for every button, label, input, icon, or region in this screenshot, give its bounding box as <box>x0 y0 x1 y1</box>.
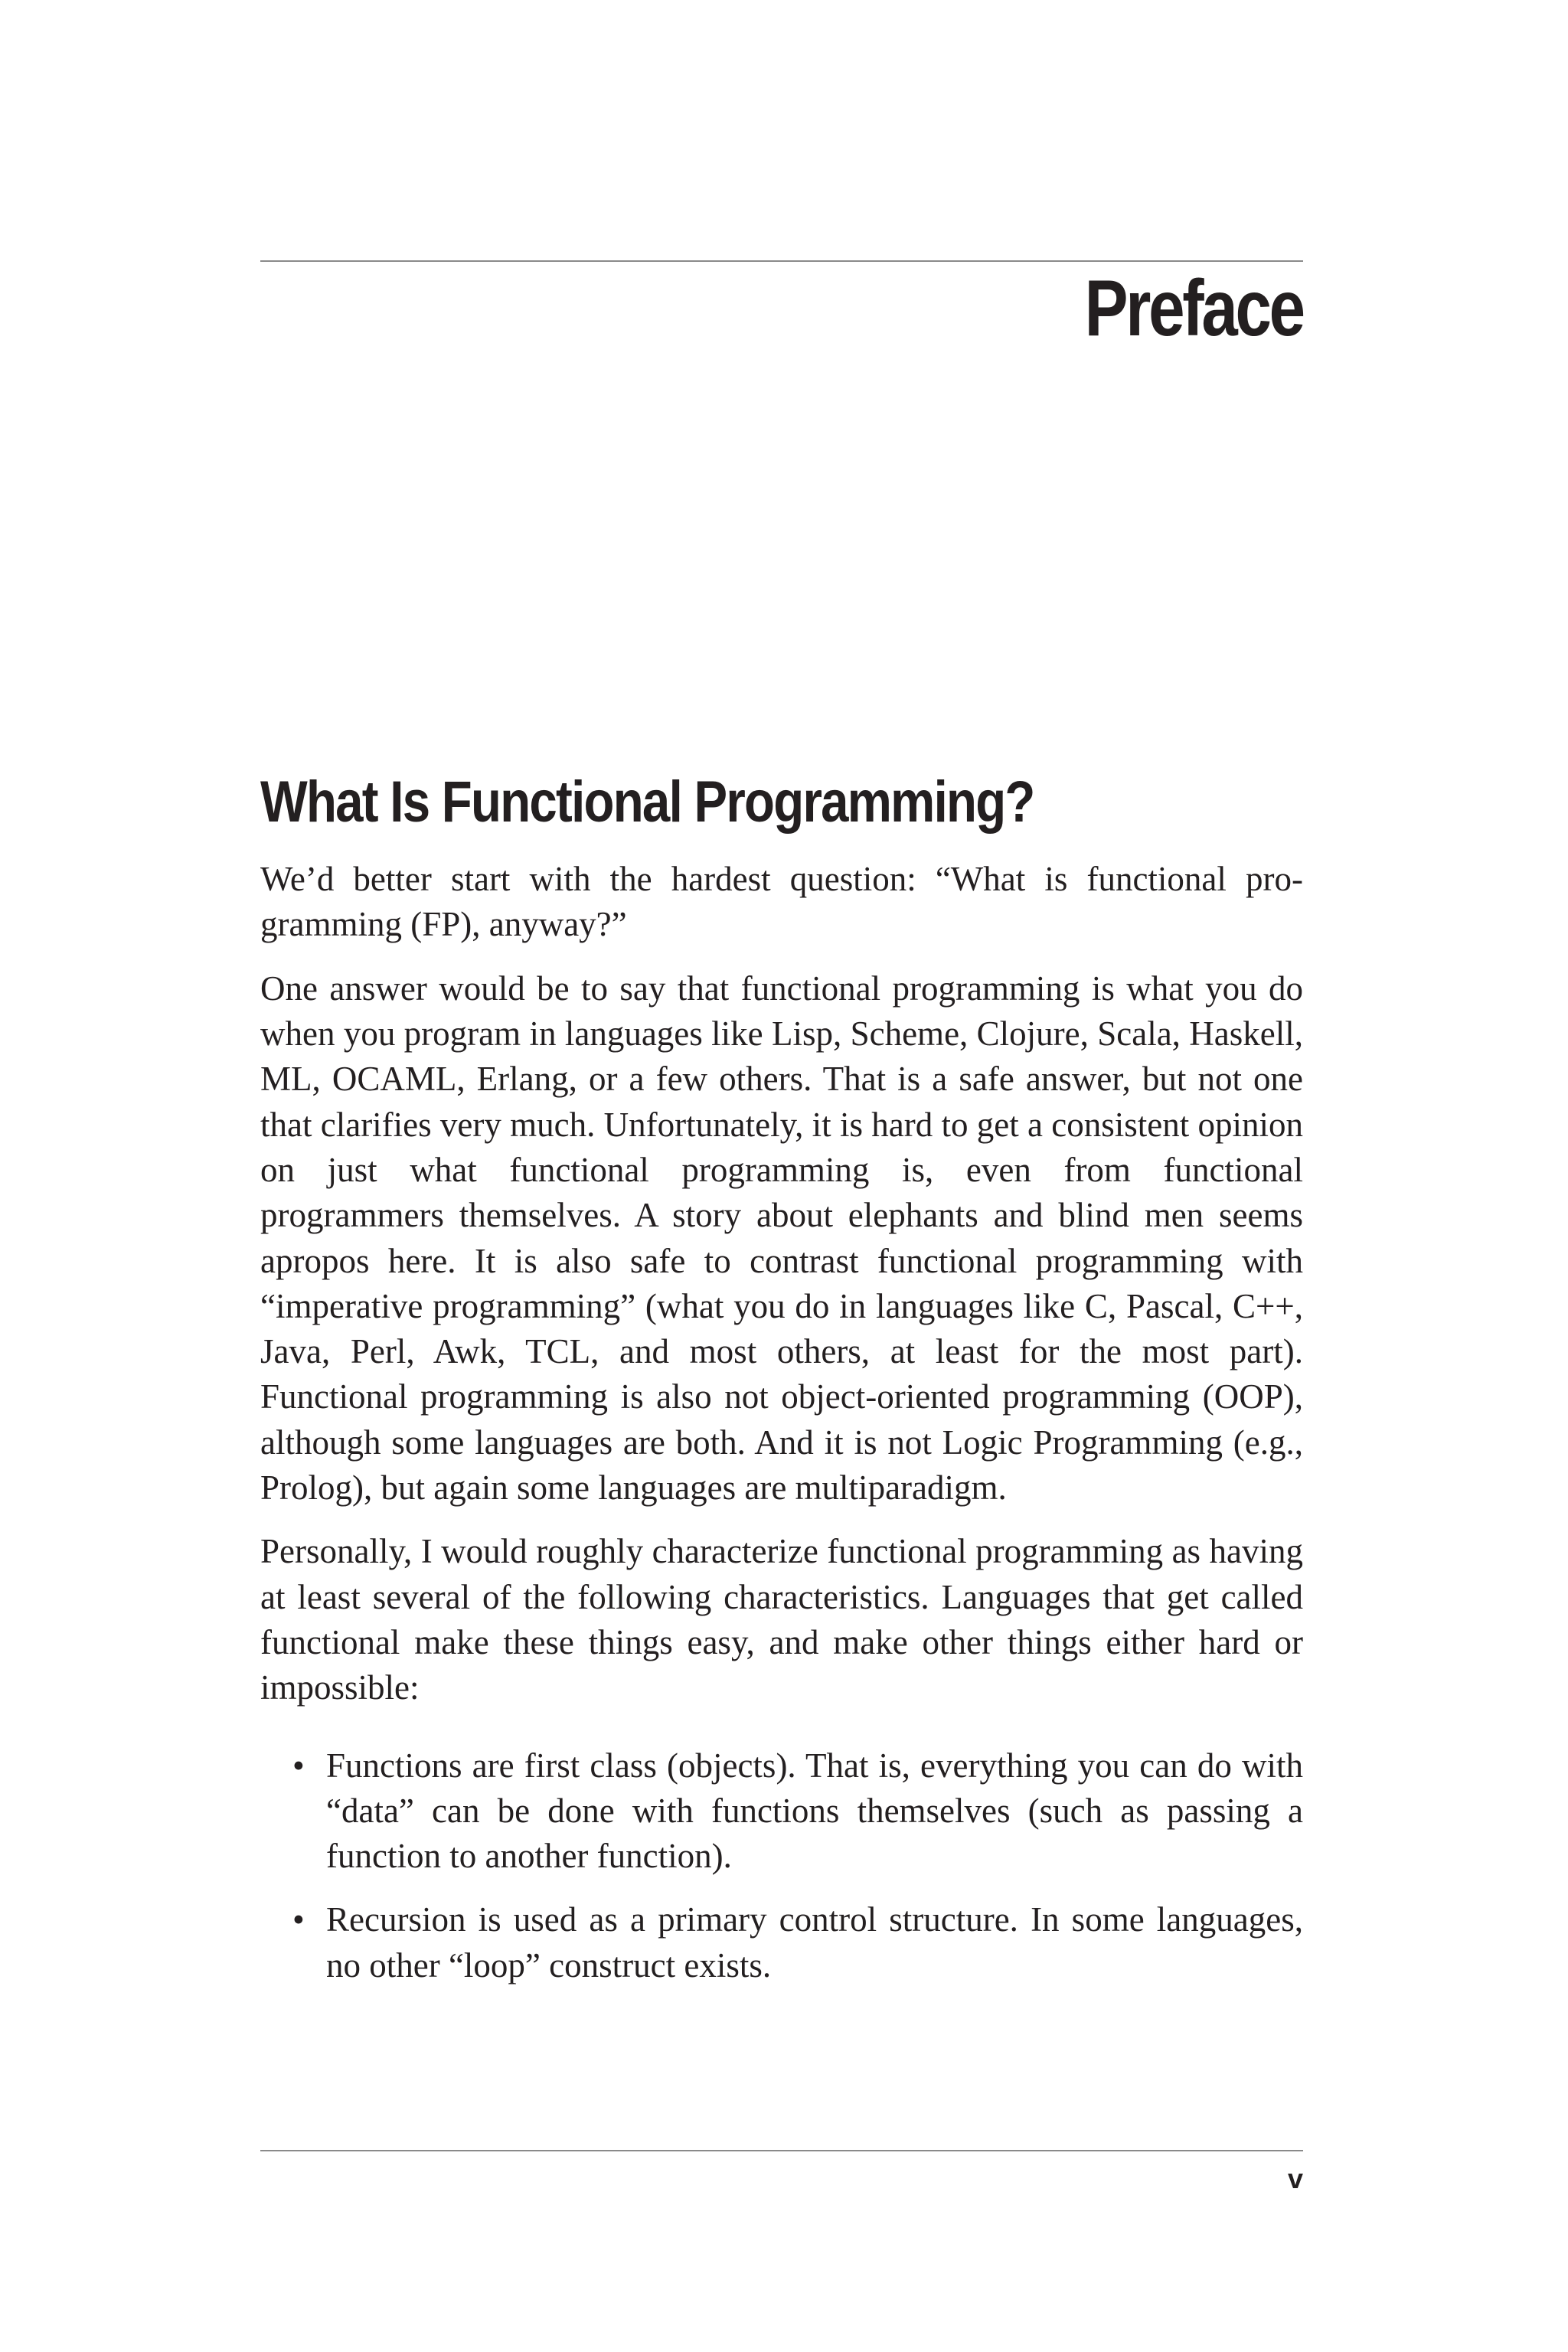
list-item <box>260 1897 1303 1988</box>
top-rule <box>260 260 1303 262</box>
bottom-rule <box>260 2150 1303 2151</box>
list-item-text: Functions are first class (objects). That is, everything you can do with “data” can be done with functions themselves (such as passing a function to another function). <box>326 1746 1303 1876</box>
bullet-icon: • <box>292 1900 305 1939</box>
bullet-icon: • <box>292 1746 305 1785</box>
paragraph: We’d better start with the hardest question: “What is functional programming (FP), anyway?” <box>260 860 1303 944</box>
section-heading: What Is Functional Programming? <box>260 769 1034 835</box>
paragraph: Personally, I would roughly characterize functional programming as having at least several of the following characteristics. Languages that get called functional make these things easy, and make other things either hard or impossible: <box>260 1532 1303 1707</box>
bullet-list <box>260 1743 1303 1988</box>
page-body <box>260 767 1303 2007</box>
list-item-text: Recursion is used as a primary control structure. In some languages, no other “loop” construct exists. <box>326 1900 1303 1984</box>
list-item <box>260 1743 1303 1880</box>
paragraph: One answer would be to say that functional programming is what you do when you program in languages like Lisp, Scheme, Clojure, Scala, Haskell, ML, OCAML, Erlang, or a few others. That is a safe answer, but not one that clarifies very much. Unfortunately, it is hard to get a consistent opinion on just what functional programming is, even from functional programmers themselves. A story about elephants and blind men seems apropos here. It is also safe to contrast functional programming with “imperative programming” (what you do in languages like C, Pascal, C++, Java, Perl, Awk, TCL, and most others, at least for the most part). Functional programming is also not object-oriented programming (OOP), although some languages are both. And it is not Logic Programming (e.g., Prolog), but again some languages are multiparadigm. <box>260 969 1303 1508</box>
page-number: v <box>1287 2163 1303 2194</box>
chapter-title: Preface <box>1084 264 1303 353</box>
